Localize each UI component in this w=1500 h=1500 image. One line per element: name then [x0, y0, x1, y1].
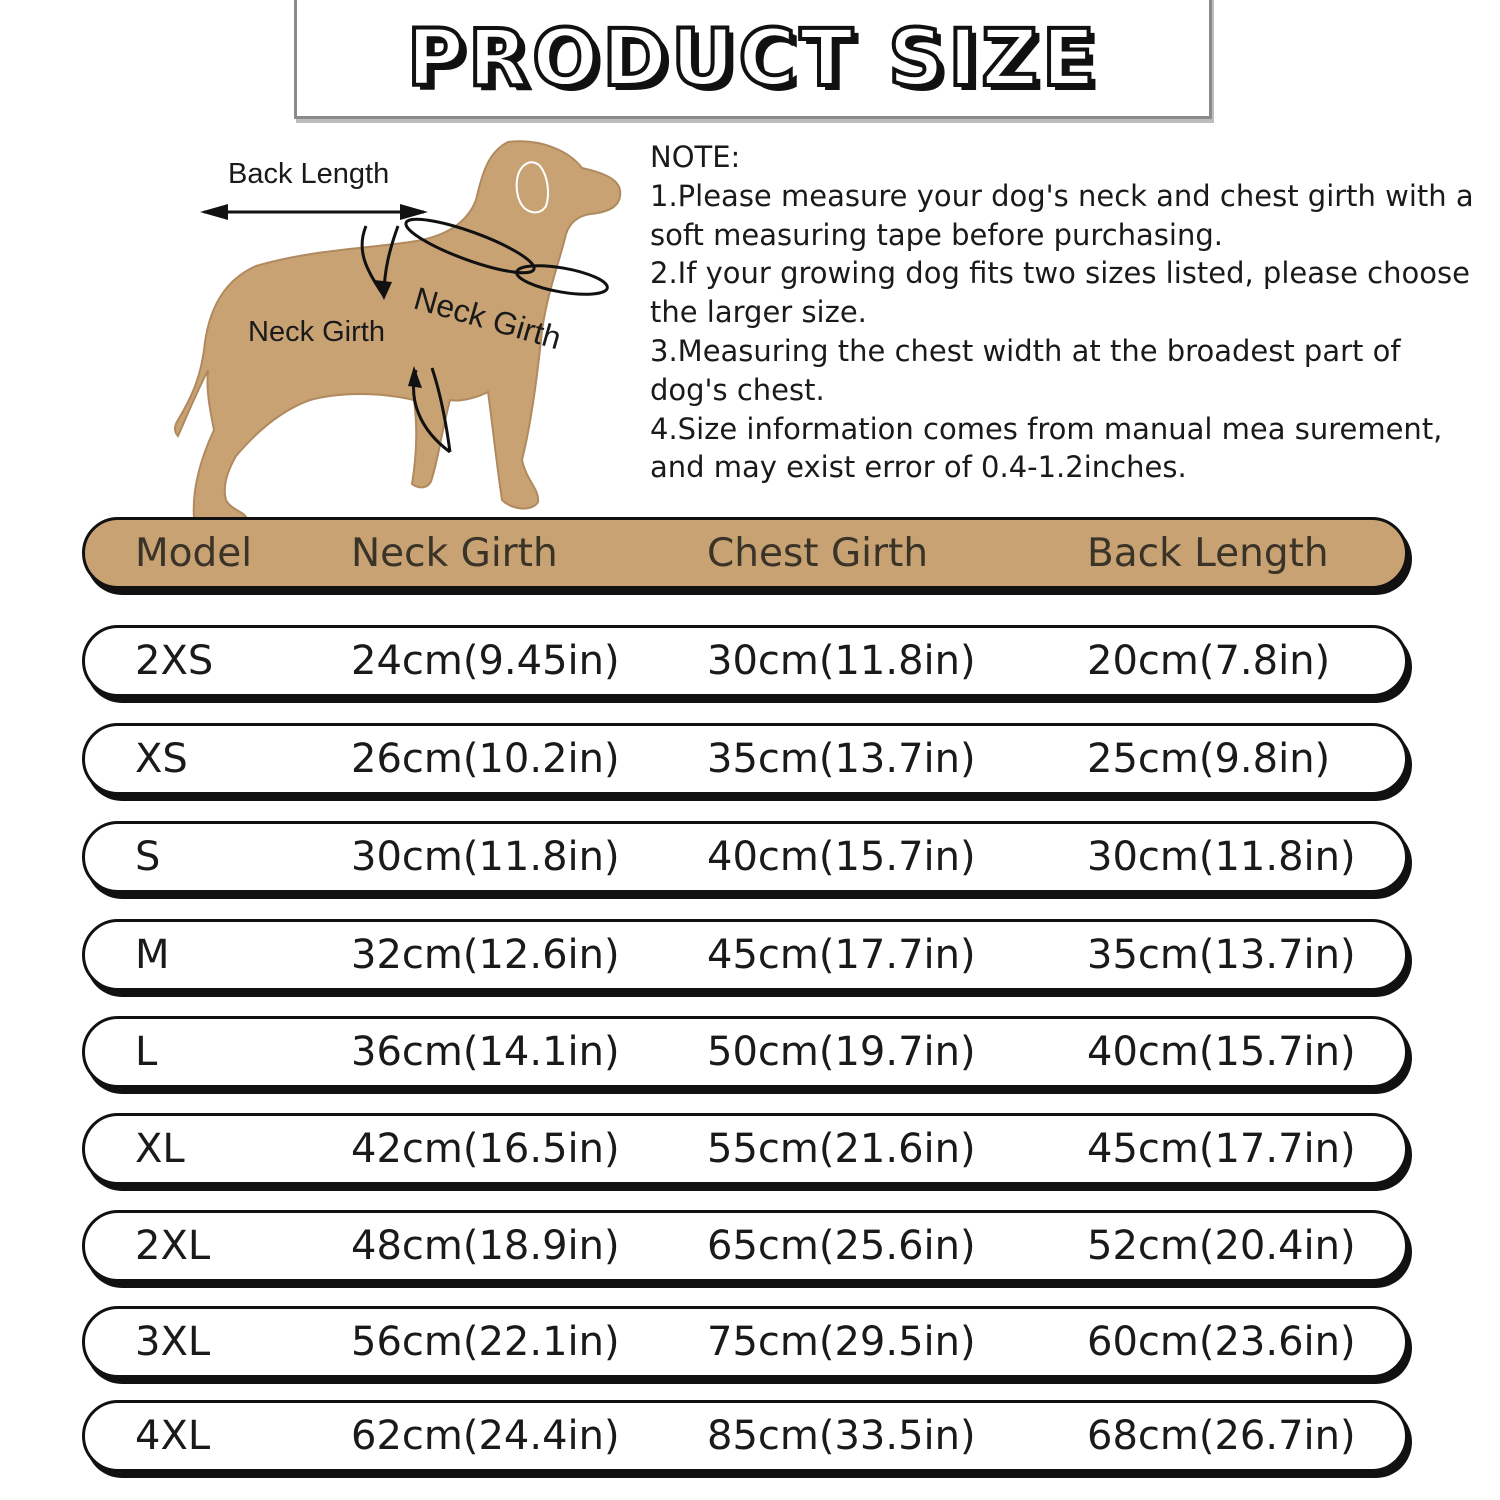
size-back: 35cm(13.7in)	[1087, 932, 1356, 978]
header-neck-girth: Neck Girth	[351, 530, 558, 576]
size-back: 68cm(26.7in)	[1087, 1413, 1356, 1459]
size-model: 2XS	[135, 638, 214, 684]
size-chest: 30cm(11.8in)	[707, 638, 976, 684]
neck-girth-label-rotated: Neck Girth	[410, 280, 566, 357]
note-line: soft measuring tape before purchasing.	[650, 217, 1223, 252]
page-title: PRODUCT SIZE	[406, 14, 1100, 104]
size-neck: 56cm(22.1in)	[351, 1319, 620, 1365]
size-neck: 32cm(12.6in)	[351, 932, 620, 978]
size-back: 30cm(11.8in)	[1087, 834, 1356, 880]
size-neck: 36cm(14.1in)	[351, 1029, 620, 1075]
table-row	[82, 919, 1408, 991]
size-chest: 65cm(25.6in)	[707, 1223, 976, 1269]
dog-illustration	[170, 130, 640, 530]
size-back: 45cm(17.7in)	[1087, 1126, 1356, 1172]
table-row	[82, 1113, 1408, 1185]
size-model: XL	[135, 1126, 185, 1172]
table-row	[82, 1400, 1408, 1472]
size-model: M	[135, 932, 170, 978]
table-row	[82, 1016, 1408, 1088]
note-line: 4.Size information comes from manual mea surement,	[650, 411, 1443, 446]
header-model: Model	[135, 530, 253, 576]
size-model: L	[135, 1029, 158, 1075]
size-chest: 45cm(17.7in)	[707, 932, 976, 978]
note-line: NOTE:	[650, 140, 741, 174]
size-chest: 75cm(29.5in)	[707, 1319, 976, 1365]
notes-block	[650, 138, 1474, 487]
note-line: the larger size.	[650, 295, 867, 330]
note-line: 3.Measuring the chest width at the broadest part of	[650, 333, 1401, 368]
size-neck: 42cm(16.5in)	[351, 1126, 620, 1172]
size-neck: 30cm(11.8in)	[351, 834, 620, 880]
size-model: 4XL	[135, 1413, 211, 1459]
note-line: and may exist error of 0.4-1.2inches.	[650, 450, 1187, 485]
size-neck: 48cm(18.9in)	[351, 1223, 620, 1269]
size-chest: 85cm(33.5in)	[707, 1413, 976, 1459]
table-row	[82, 821, 1408, 893]
size-model: S	[135, 834, 161, 880]
size-back: 52cm(20.4in)	[1087, 1223, 1356, 1269]
header-chest-girth: Chest Girth	[707, 530, 929, 576]
size-back: 40cm(15.7in)	[1087, 1029, 1356, 1075]
size-model: 2XL	[135, 1223, 211, 1269]
table-row	[82, 1210, 1408, 1282]
size-back: 20cm(7.8in)	[1087, 638, 1331, 684]
table-row	[82, 625, 1408, 697]
table-row	[82, 723, 1408, 795]
note-line: dog's chest.	[650, 372, 825, 407]
note-line: 2.If your growing dog fits two sizes listed, please choose	[650, 256, 1470, 291]
table-row	[82, 1306, 1408, 1378]
size-chest: 55cm(21.6in)	[707, 1126, 976, 1172]
size-back: 60cm(23.6in)	[1087, 1319, 1356, 1365]
note-line: 1.Please measure your dog's neck and chest girth with a	[650, 178, 1474, 213]
title-box	[294, 0, 1212, 119]
size-model: XS	[135, 736, 188, 782]
size-back: 25cm(9.8in)	[1087, 736, 1331, 782]
size-chest: 35cm(13.7in)	[707, 736, 976, 782]
size-neck: 26cm(10.2in)	[351, 736, 620, 782]
back-length-label: Back Length	[228, 158, 390, 190]
size-table-header	[82, 517, 1408, 589]
size-neck: 24cm(9.45in)	[351, 638, 620, 684]
neck-girth-label: Neck Girth	[248, 316, 385, 348]
size-neck: 62cm(24.4in)	[351, 1413, 620, 1459]
size-chest: 50cm(19.7in)	[707, 1029, 976, 1075]
size-model: 3XL	[135, 1319, 211, 1365]
header-back-length: Back Length	[1087, 530, 1329, 576]
size-chest: 40cm(15.7in)	[707, 834, 976, 880]
